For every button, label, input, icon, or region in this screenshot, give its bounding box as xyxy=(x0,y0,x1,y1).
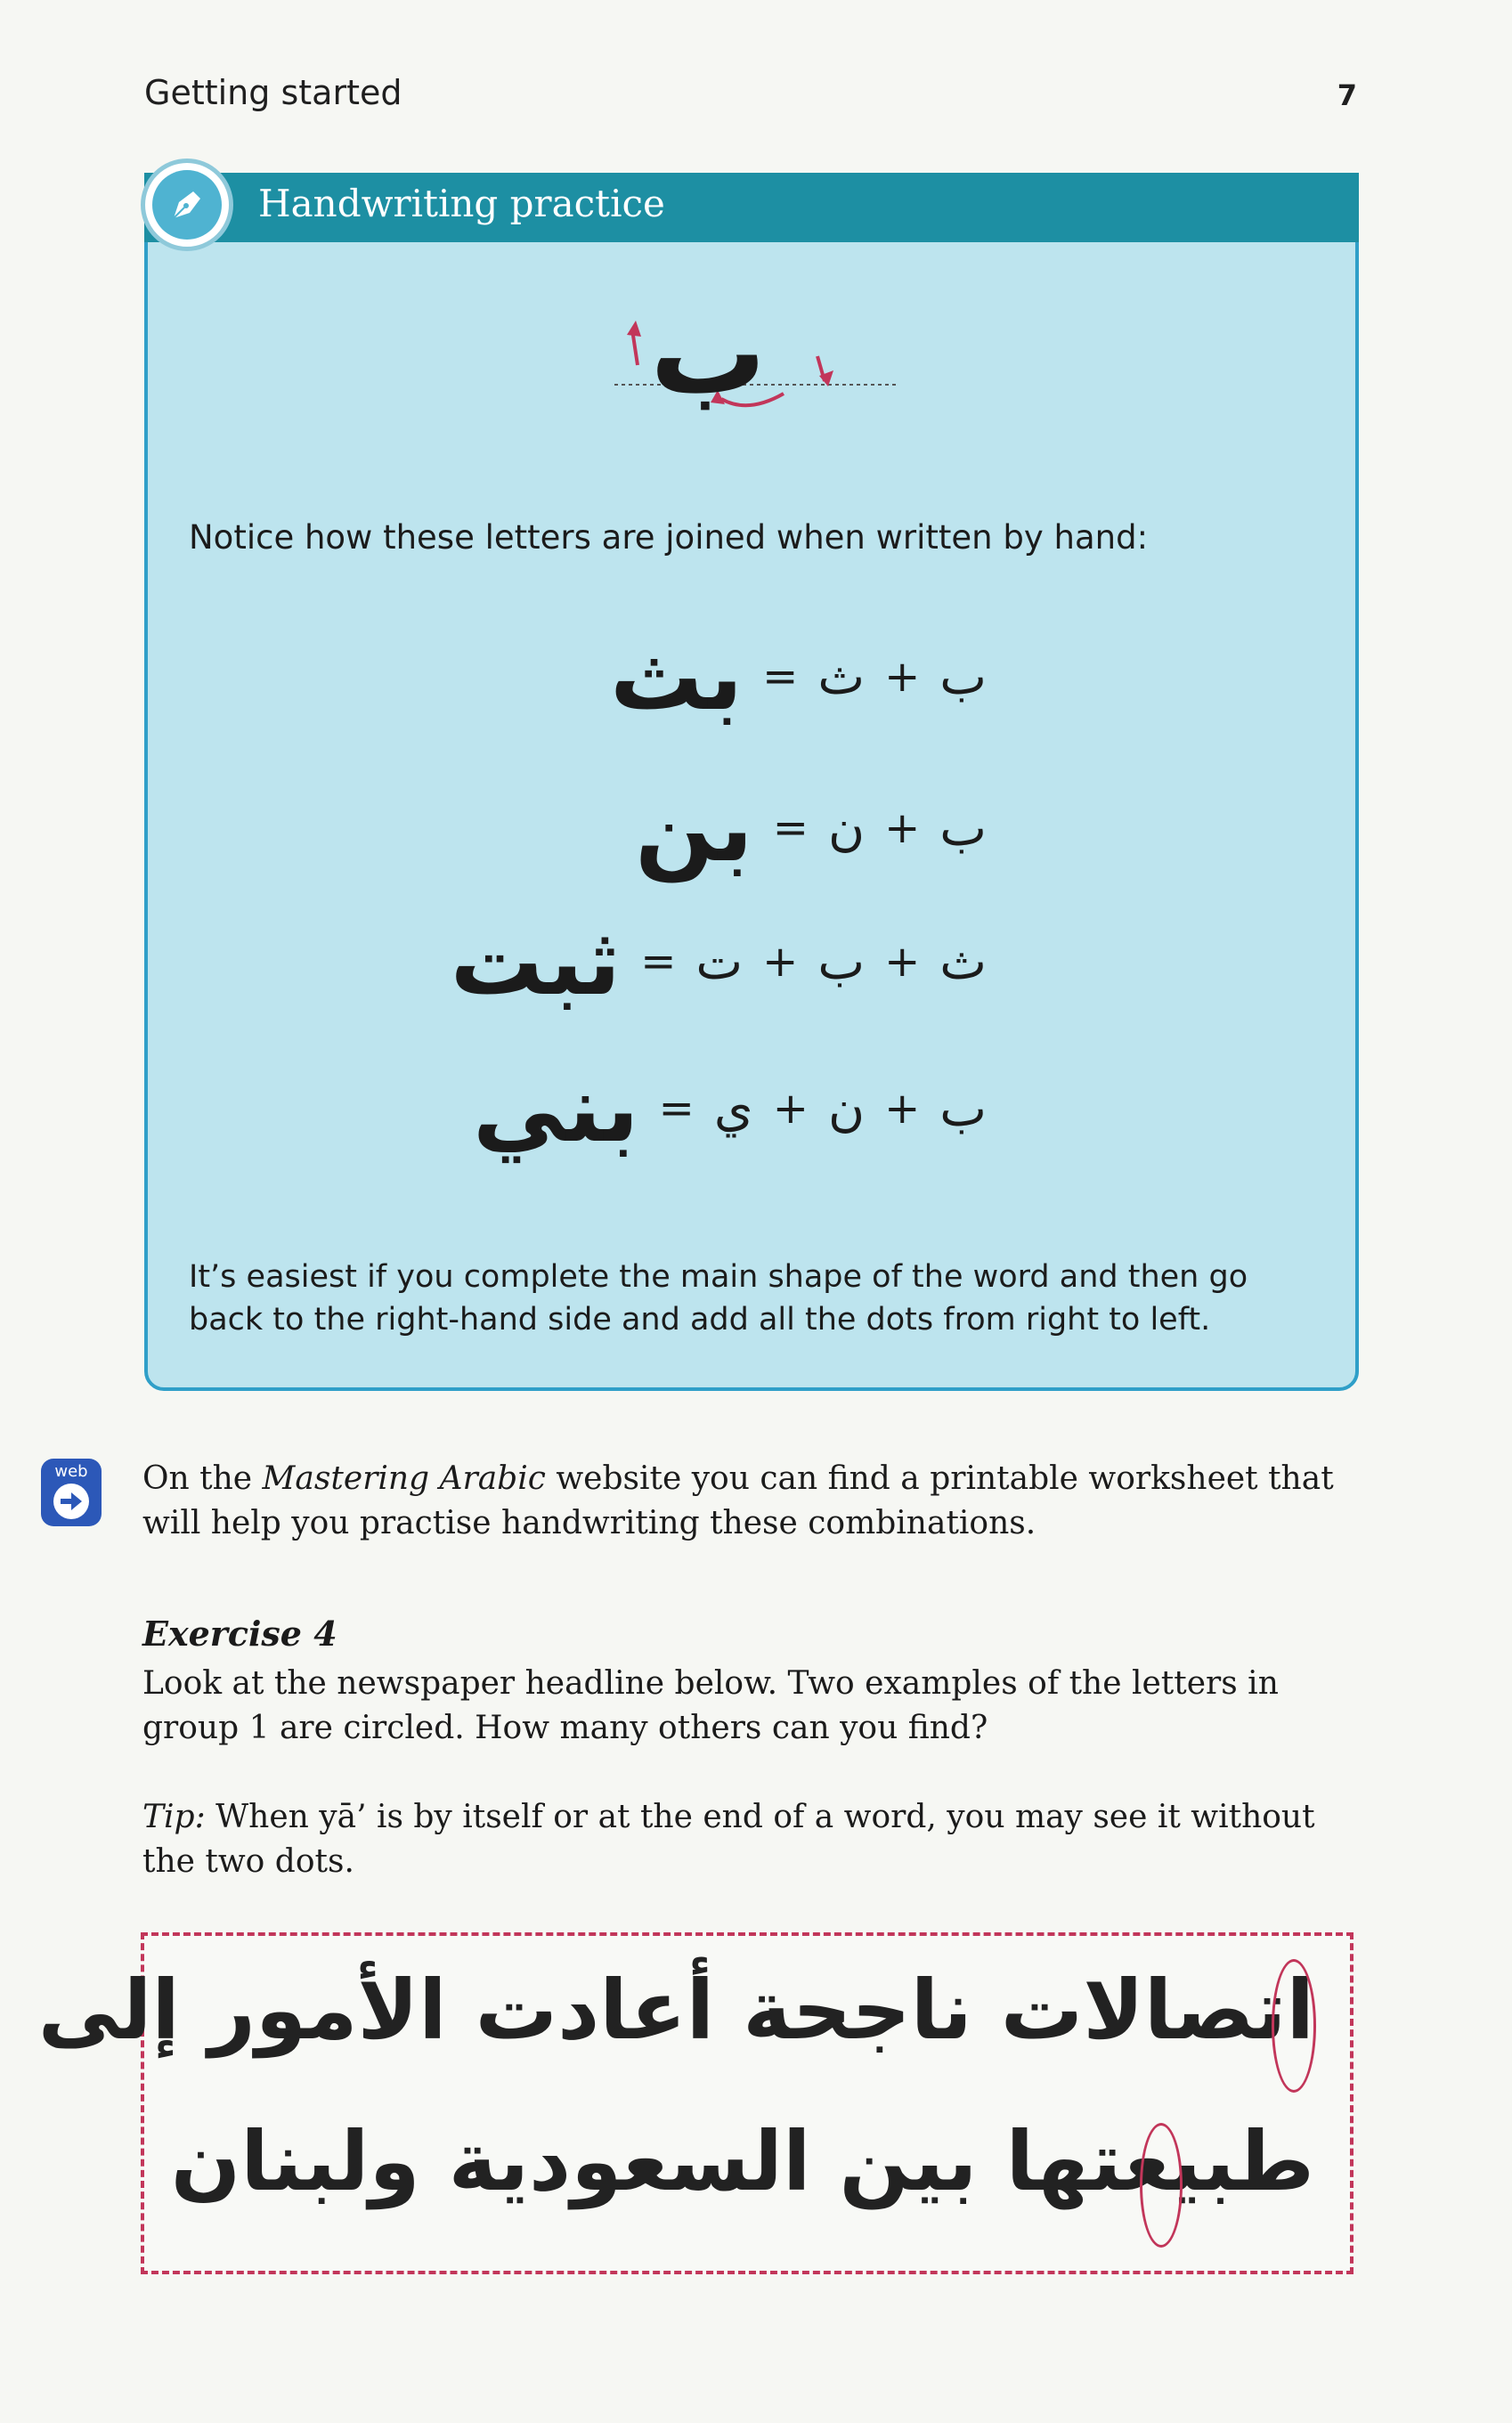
equals-sign: = xyxy=(658,1084,695,1134)
combo-result: ثبت xyxy=(450,907,622,1016)
handwriting-instruction: Notice how these letters are joined when written by hand: xyxy=(189,518,1149,557)
combo-part: ث xyxy=(939,932,987,991)
combo-part: ن xyxy=(827,1079,866,1138)
plus-sign: + xyxy=(772,1084,809,1134)
plus-sign: + xyxy=(884,937,921,987)
combo-result: بث xyxy=(609,622,744,731)
combo-result: بني xyxy=(472,1054,639,1163)
tip-label: Tip: xyxy=(142,1799,206,1835)
running-head: Getting started xyxy=(144,73,402,112)
web-icon-label: web xyxy=(54,1462,88,1481)
page-number: 7 xyxy=(1337,78,1357,112)
website-note xyxy=(142,1457,1336,1546)
plus-sign: + xyxy=(884,1084,921,1134)
web-arrow-icon xyxy=(41,1459,102,1526)
equals-sign: = xyxy=(762,652,799,702)
combo-part: ث xyxy=(817,647,866,706)
website-note-text: On the xyxy=(142,1460,263,1497)
plus-sign: + xyxy=(884,652,921,702)
exercise-title: Exercise 4 xyxy=(142,1614,337,1654)
combo-result: بن xyxy=(635,774,753,882)
combo-part: ب xyxy=(939,647,987,706)
combo-part: ب xyxy=(939,799,987,858)
combo-part: ب xyxy=(939,1079,987,1138)
combo-part: ي xyxy=(713,1079,753,1138)
combo-part: ب xyxy=(817,932,866,991)
combination-row xyxy=(610,614,987,739)
combination-row xyxy=(473,1046,987,1171)
exercise-tip xyxy=(142,1795,1345,1884)
plus-sign: + xyxy=(884,803,921,853)
headline-line-1: اتصالات ناجحة أعادت الأمور إلى xyxy=(37,1963,1314,2058)
combo-part: ن xyxy=(827,799,866,858)
pen-nib-icon xyxy=(141,159,233,251)
book-title: Mastering Arabic xyxy=(262,1460,546,1497)
tip-text: When yā’ is by itself or at the end of a word, you may see it without the two dots. xyxy=(142,1799,1315,1880)
circled-letter-mark xyxy=(1272,1959,1316,2093)
equals-sign: = xyxy=(772,803,809,853)
combo-part: ت xyxy=(695,932,744,991)
combination-row xyxy=(451,899,987,1024)
combination-row xyxy=(635,766,987,890)
exercise-instructions: Look at the newspaper headline below. Two examples of the letters in group 1 are circled. How many others can you find? xyxy=(142,1665,1279,1746)
handwriting-footer-note: It’s easiest if you complete the main shape of the word and then go back to the right-hand side and add all the dots from right to left. xyxy=(189,1259,1248,1338)
stroke-order-demo xyxy=(614,285,917,427)
website-note-text: website you can find a printable worksheet that will help you practise handwriting these combinations. xyxy=(142,1460,1334,1541)
plus-sign: + xyxy=(762,937,799,987)
demo-letter: ب xyxy=(650,285,767,420)
headline-line-2: طبيعتها بين السعودية ولبنان xyxy=(170,2114,1314,2209)
equals-sign: = xyxy=(640,937,677,987)
circled-letter-mark xyxy=(1140,2123,1183,2248)
newspaper-headline-box xyxy=(37,1932,1353,2274)
handwriting-practice-title: Handwriting practice xyxy=(258,182,665,225)
